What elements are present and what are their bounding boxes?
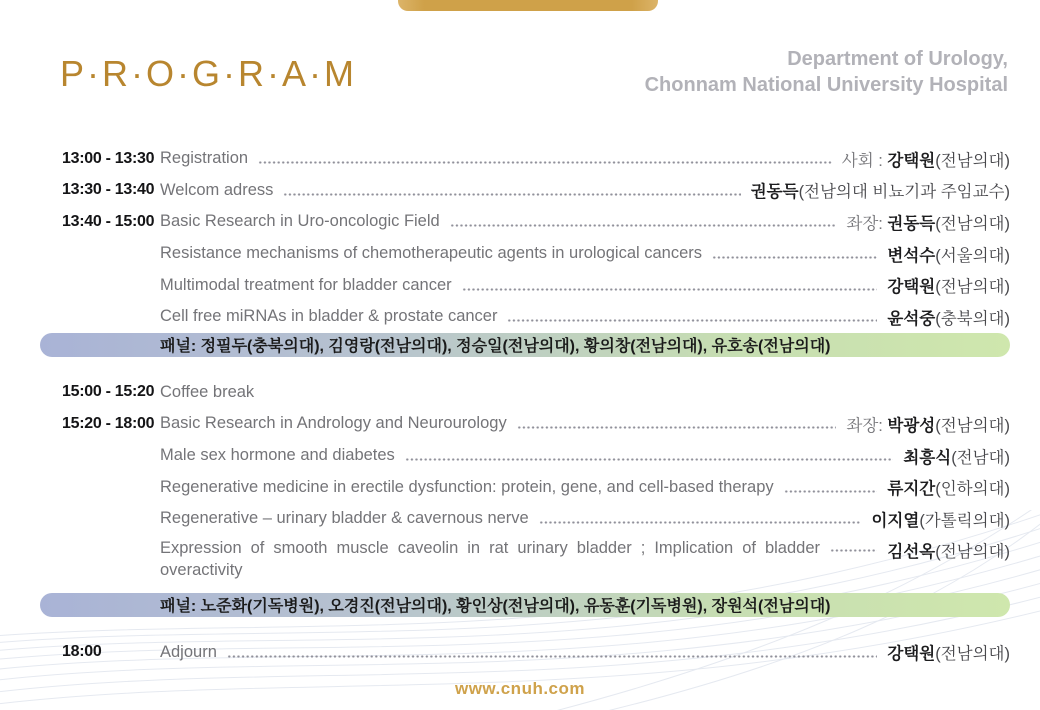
- dotted-leader: [517, 426, 837, 429]
- speaker-name: 강택원: [887, 645, 936, 664]
- speaker: [846, 412, 1010, 436]
- speaker-affiliation: (인하의대): [935, 480, 1010, 499]
- program-row: [40, 440, 1010, 472]
- program-row: [40, 377, 1010, 409]
- time-range: 15:00 - 15:20: [62, 383, 155, 401]
- dotted-leader: [283, 193, 740, 196]
- session-title: Regenerative – urinary bladder & cavernous nerve: [160, 509, 529, 528]
- speaker-affiliation: (전남의대 비뇨기과 주임교수): [798, 183, 1010, 202]
- speaker: [887, 640, 1010, 664]
- session-title: Regenerative medicine in erectile dysfunction: protein, gene, and cell-based therapy: [160, 477, 774, 496]
- dotted-leader: [450, 224, 837, 227]
- session-title: Welcom adress: [160, 180, 274, 199]
- speaker-name: 김선옥: [887, 542, 936, 561]
- speaker: [887, 475, 1010, 499]
- speaker: [842, 147, 1010, 171]
- department-line1: Department of Urology,: [787, 48, 1008, 70]
- speaker-affiliation: (전남의대): [935, 278, 1010, 297]
- panel-bar: [40, 333, 1010, 357]
- program-row: [40, 175, 1010, 207]
- dotted-leader: [227, 655, 878, 658]
- dotted-leader: [507, 319, 877, 322]
- program-row: [40, 471, 1010, 503]
- speaker-name: 윤석중: [887, 309, 936, 328]
- session-title: Basic Research in Uro-oncologic Field: [160, 212, 440, 231]
- session-title: Expression of smooth muscle caveolin in rat urinary bladder ; Implication of bladder overactivity: [160, 538, 820, 579]
- speaker-affiliation: (충북의대): [935, 309, 1010, 328]
- program-row: [40, 301, 1010, 333]
- dotted-leader: [784, 490, 878, 493]
- speaker-role-label: 좌장:: [846, 214, 888, 233]
- speaker-name: 최흥식: [903, 448, 952, 467]
- session-title: Multimodal treatment for bladder cancer: [160, 275, 452, 294]
- speaker: [903, 444, 1010, 468]
- dotted-leader: [258, 161, 832, 164]
- speaker: [751, 178, 1010, 202]
- dotted-leader: [539, 521, 862, 524]
- speaker-name: 강택원: [887, 151, 936, 170]
- speaker: [846, 210, 1010, 234]
- speaker-affiliation: (전남대): [951, 448, 1010, 467]
- dotted-leader: [462, 288, 878, 291]
- time-range: 13:00 - 13:30: [62, 149, 155, 167]
- speaker-affiliation: (전남의대): [935, 645, 1010, 664]
- session-title: Adjourn: [160, 642, 217, 661]
- speaker-affiliation: (가톨릭의대): [919, 511, 1010, 530]
- speaker-name: 이지열: [871, 511, 920, 530]
- program-row: [40, 206, 1010, 238]
- dotted-leader: [712, 256, 877, 259]
- speaker-affiliation: (전남의대): [935, 542, 1010, 561]
- session-title: Resistance mechanisms of chemotherapeutic agents in urological cancers: [160, 244, 703, 263]
- speaker: [887, 538, 1010, 562]
- speaker: [887, 242, 1010, 266]
- time-range: 18:00: [62, 643, 102, 661]
- speaker-role-label: 사회 :: [841, 151, 888, 170]
- speaker: [871, 507, 1010, 531]
- speaker-affiliation: (전남의대): [935, 416, 1010, 435]
- session-title: Male sex hormone and diabetes: [160, 446, 395, 465]
- panel-text: 패널: 정필두(충북의대), 김영랑(전남의대), 정승일(전남의대), 황의창(전남의대), 유호송(전남의대): [160, 338, 831, 356]
- panel-bar: [40, 593, 1010, 617]
- dotted-leader: [405, 458, 894, 461]
- session-title: Coffee break: [160, 382, 255, 401]
- speaker: [887, 273, 1010, 297]
- speaker-affiliation: (전남의대): [935, 151, 1010, 170]
- speaker-affiliation: (서울의대): [935, 246, 1010, 265]
- program-row: [40, 535, 1010, 593]
- speaker-name: 권동득: [750, 183, 799, 202]
- program-row: [40, 269, 1010, 301]
- program-row: [40, 238, 1010, 270]
- page-title: P·R·O·G·R·A·M: [60, 53, 357, 94]
- program-row: [40, 408, 1010, 440]
- speaker-name: 변석수: [887, 246, 936, 265]
- program-row: [40, 143, 1010, 175]
- time-range: 15:20 - 18:00: [62, 414, 155, 432]
- panel-text: 패널: 노준화(기독병원), 오경진(전남의대), 황인상(전남의대), 유동훈(기독병원), 장원석(전남의대): [160, 598, 831, 616]
- dotted-leader: [830, 549, 877, 552]
- program-row: [40, 503, 1010, 535]
- gold-tab-decoration: [398, 0, 658, 11]
- time-range: 13:30 - 13:40: [62, 181, 155, 199]
- footer-url: www.cnuh.com: [454, 679, 586, 698]
- department-line2: Chonnam National University Hospital: [644, 74, 1008, 96]
- speaker-name: 강택원: [887, 278, 936, 297]
- program-row: [40, 637, 1010, 669]
- program-rows: [40, 143, 1010, 668]
- speaker: [887, 305, 1010, 329]
- speaker-name: 박광성: [887, 416, 936, 435]
- time-range: 13:40 - 15:00: [62, 212, 155, 230]
- session-title: Basic Research in Andrology and Neurourology: [160, 414, 507, 433]
- department-header: [645, 46, 1008, 98]
- speaker-name: 권동득: [887, 214, 936, 233]
- session-title: Registration: [160, 149, 249, 168]
- speaker-name: 류지간: [887, 480, 936, 499]
- speaker-affiliation: (전남의대): [935, 214, 1010, 233]
- session-title: Cell free miRNAs in bladder & prostate cancer: [160, 307, 498, 326]
- speaker-role-label: 좌장:: [846, 416, 888, 435]
